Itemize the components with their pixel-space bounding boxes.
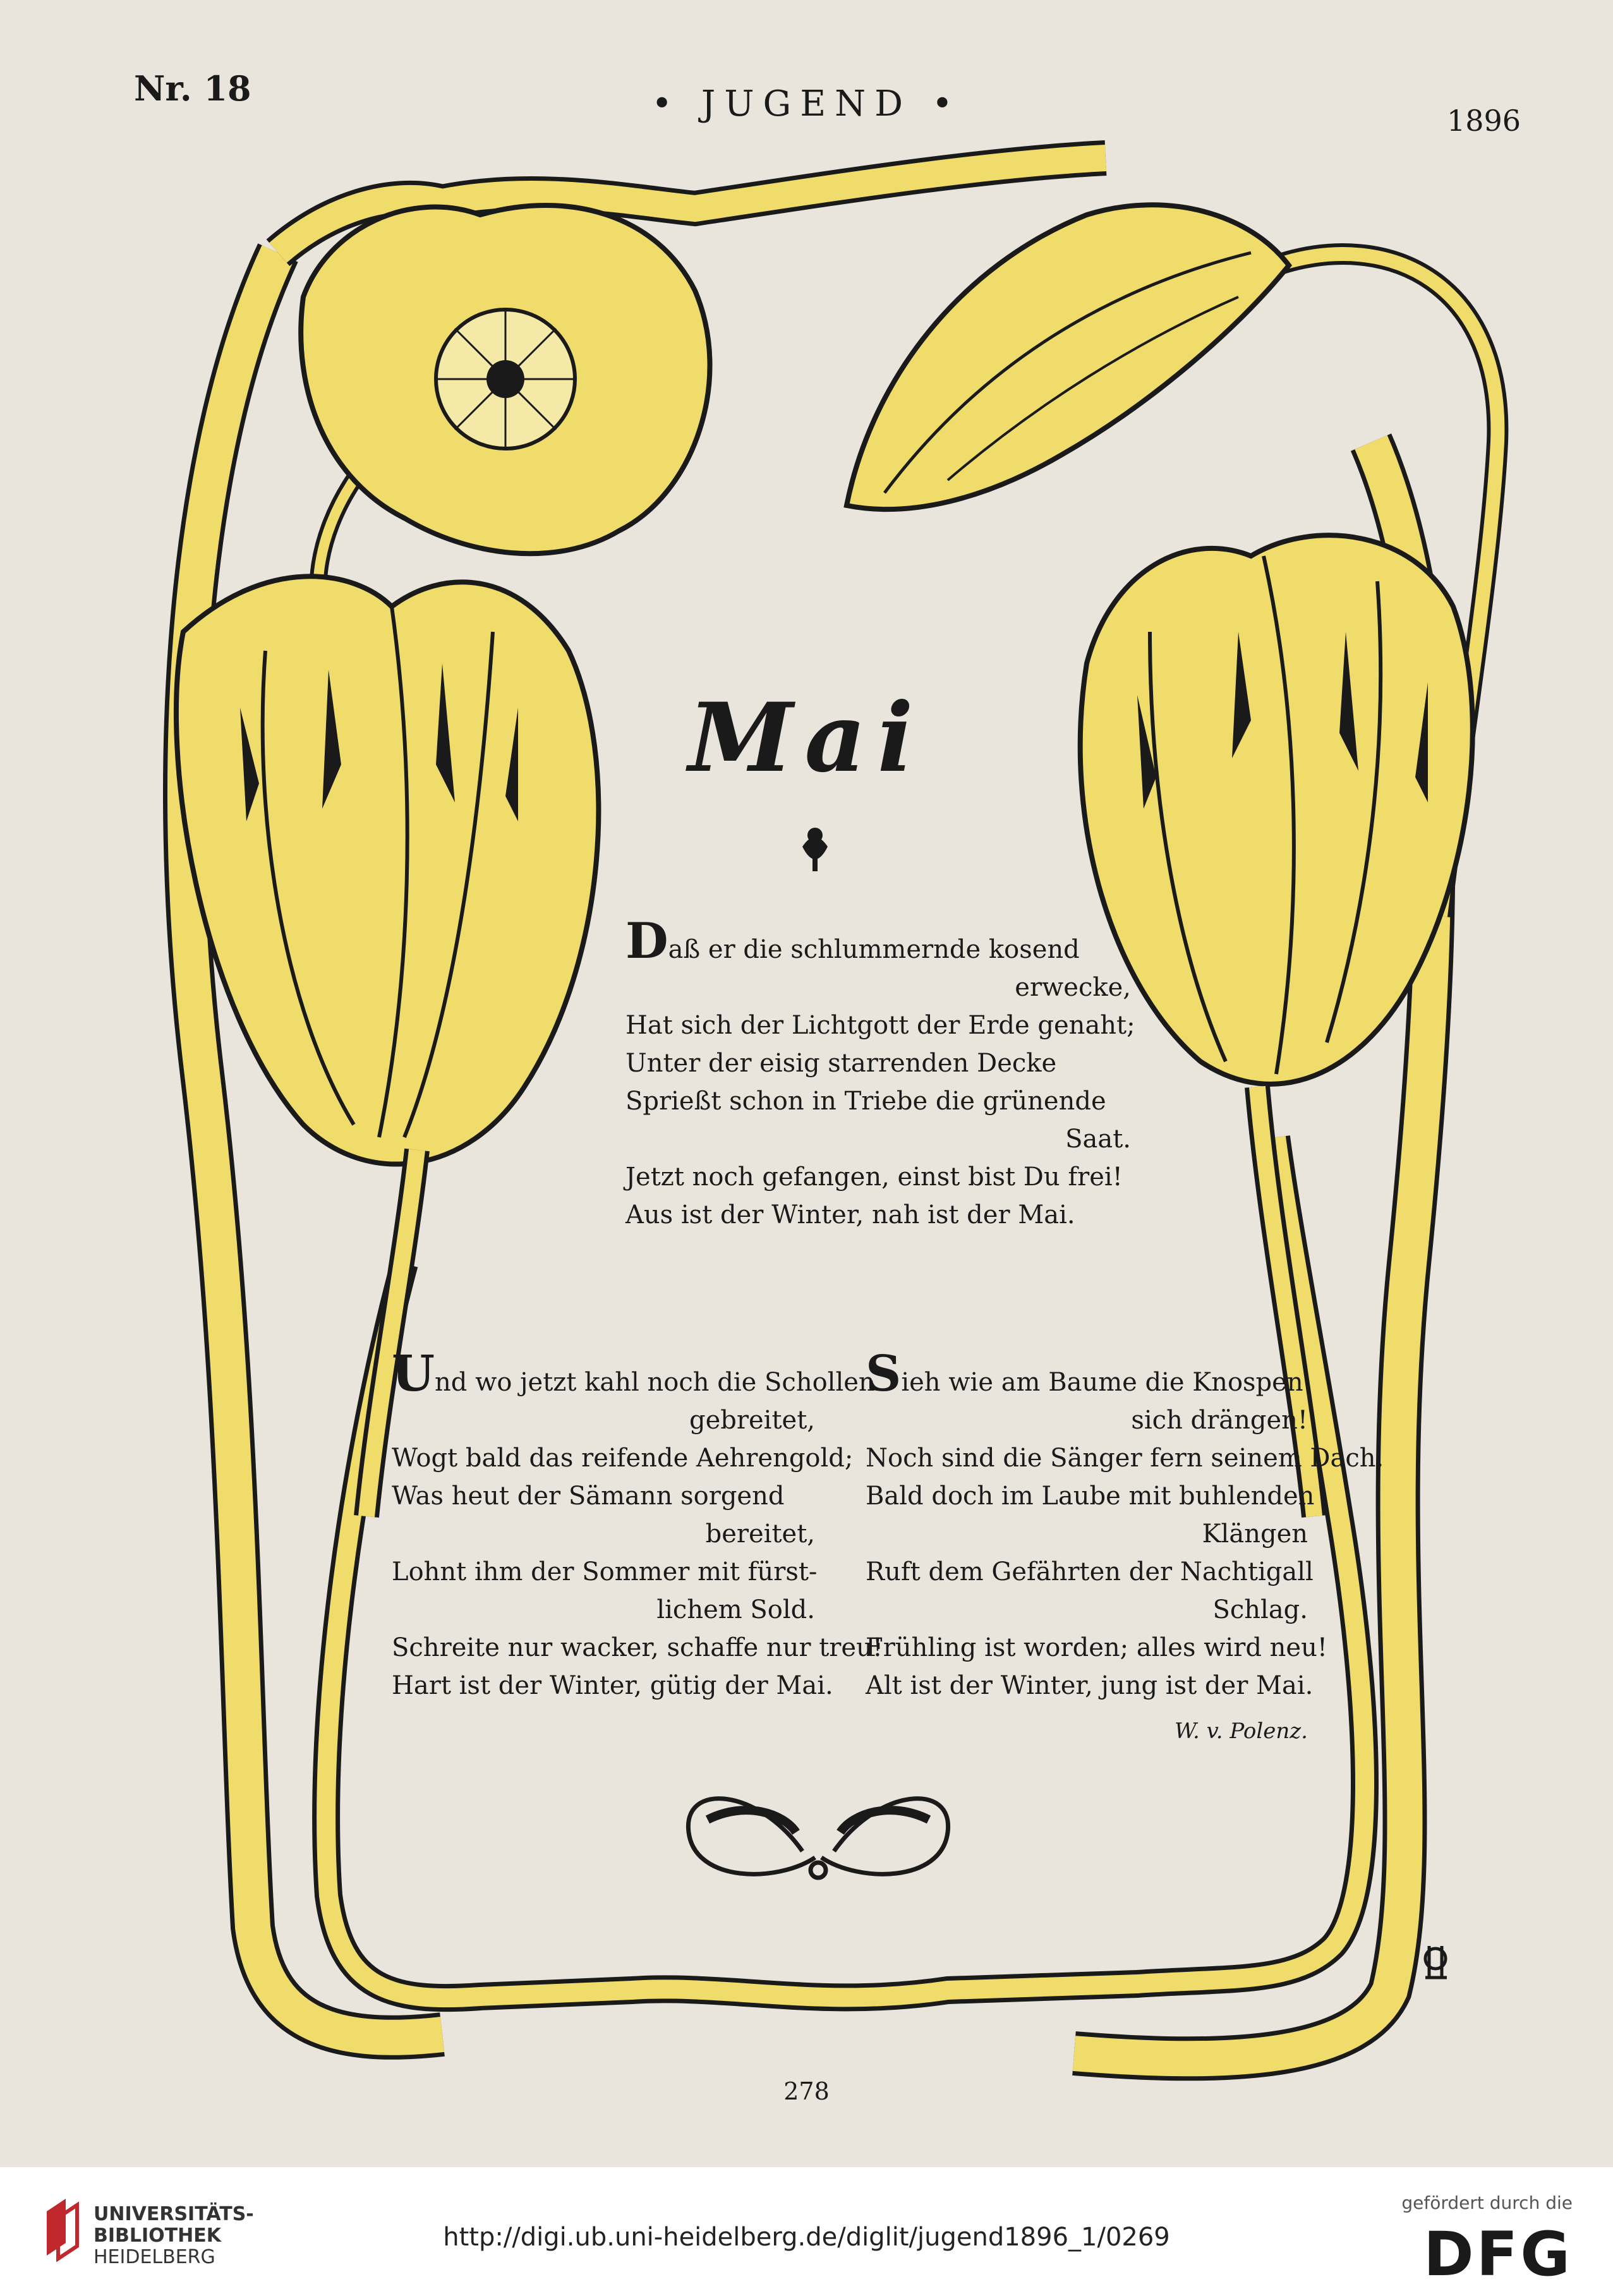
stanza-line: Alt ist der Winter, jung ist der Mai. — [866, 1671, 1314, 1700]
poem-title: Mai — [688, 682, 925, 794]
stanza-2 — [392, 1345, 883, 1705]
dfg-logo: DFG — [1423, 2219, 1573, 2290]
stanza-line: Aus ist der Winter, nah ist der Mai. — [625, 1200, 1075, 1230]
stanza-line: Bald doch im Laube mit buhlenden — [866, 1482, 1315, 1511]
magazine-title: • JUGEND • — [651, 83, 962, 124]
stanza-line: Klängen — [1202, 1520, 1308, 1549]
stanza-line: Noch sind die Sänger fern seinem Dach. — [866, 1444, 1384, 1473]
stanza-line: gebreitet, — [689, 1406, 815, 1435]
stanza-line: Ruft dem Gefährten der Nachtigall — [866, 1557, 1314, 1586]
stanza-line: erwecke, — [1015, 973, 1131, 1002]
stanza-line: Daß er die schlummernde kosend — [625, 912, 1080, 970]
artist-monogram — [1425, 1946, 1447, 1978]
library-line: HEIDELBERG — [94, 2246, 215, 2268]
stanza-line: Hart ist der Winter, gütig der Mai. — [392, 1671, 833, 1700]
stanza-line: Unter der eisig starrenden Decke — [625, 1049, 1057, 1078]
page-number: 278 — [783, 2077, 830, 2105]
stanza-line: sich drängen! — [1131, 1406, 1308, 1435]
stanza-line: Sieh wie am Baume die Knospen — [866, 1345, 1303, 1403]
permalink-url[interactable]: http://digi.ub.uni-heidelberg.de/diglit/jugend1896_1/0269 — [443, 2223, 1170, 2252]
stanza-line: Jetzt noch gefangen, einst bist Du frei! — [625, 1163, 1123, 1192]
author-signature: W. v. Polenz. — [1175, 1719, 1308, 1744]
stanza-line: Schreite nur wacker, schaffe nur treu! — [392, 1633, 883, 1662]
funding-note: gefördert durch die — [1401, 2192, 1573, 2213]
stanza-line: Und wo jetzt kahl noch die Schollen — [392, 1345, 875, 1403]
top-right-bud — [847, 205, 1289, 509]
top-left-open-tulip — [301, 205, 710, 553]
stanza-line: Was heut der Sämann sorgend — [392, 1482, 785, 1511]
stanza-line: Sprießt schon in Triebe die grünende — [625, 1087, 1106, 1116]
stanza-line: Wogt bald das reifende Aehrengold; — [392, 1444, 854, 1473]
stanza-3 — [866, 1345, 1384, 1705]
stanza-line: bereitet, — [705, 1520, 815, 1549]
fleuron-ornament — [802, 828, 828, 871]
library-line: BIBLIOTHEK — [94, 2225, 221, 2247]
issue-year: 1896 — [1447, 104, 1521, 138]
issue-number: Nr. 18 — [134, 68, 251, 109]
stanza-line: Lohnt ihm der Sommer mit fürst- — [392, 1557, 818, 1586]
stanza-line: Saat. — [1065, 1125, 1131, 1154]
bottom-ornament — [688, 1799, 948, 1878]
viewer-footer — [0, 2167, 1613, 2296]
library-line: UNIVERSITÄTS- — [94, 2203, 254, 2225]
stanza-1 — [625, 912, 1135, 1234]
stanza-line: Schlag. — [1212, 1595, 1308, 1624]
stanza-line: lichem Sold. — [656, 1595, 815, 1624]
stanza-line: Frühling ist worden; alles wird neu! — [866, 1633, 1327, 1662]
stanza-line: Hat sich der Lichtgott der Erde genaht; — [625, 1011, 1135, 1040]
